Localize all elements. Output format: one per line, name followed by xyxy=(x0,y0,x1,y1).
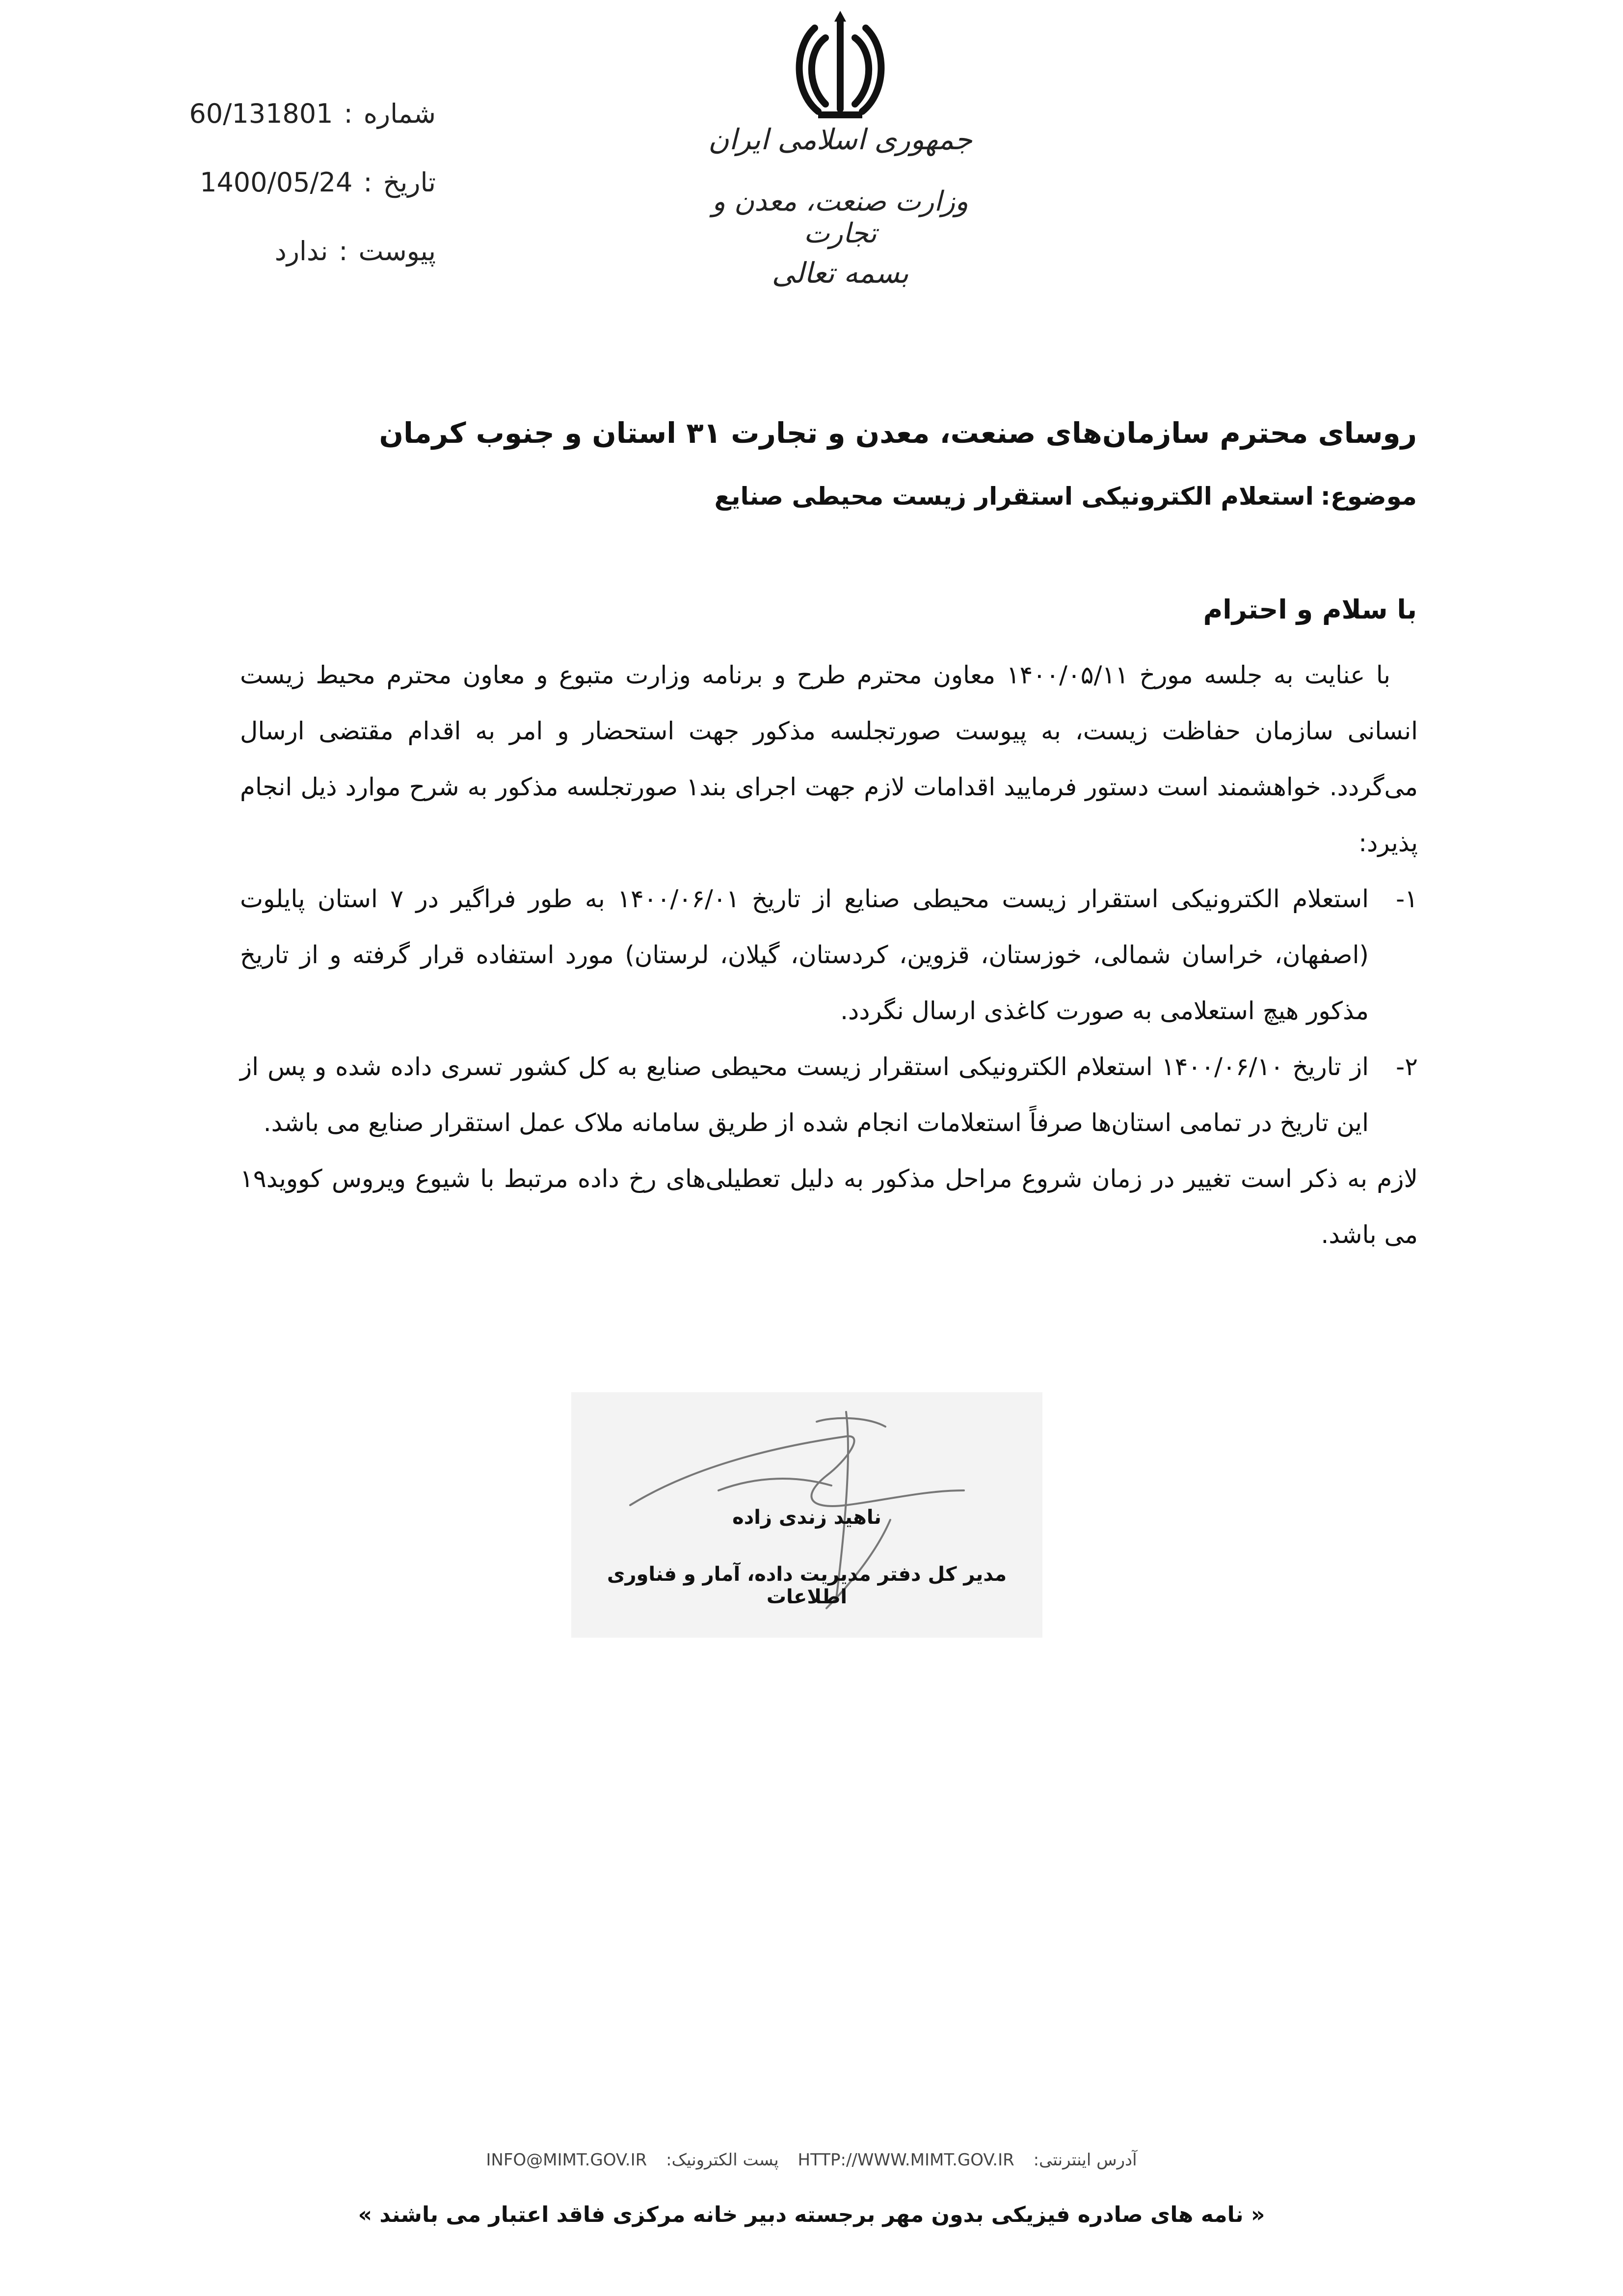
header-basmala: بسمه تعالی xyxy=(772,256,909,290)
signature-block xyxy=(571,1392,1042,1638)
list-item-number: ۱- xyxy=(1396,885,1418,913)
number-separator: : xyxy=(344,98,353,129)
attachment-label: پیوست xyxy=(358,236,436,267)
subject-text: استعلام الکترونیکی استقرار زیست محیطی صنایع xyxy=(714,482,1314,511)
list-item-text: از تاریخ ۱۴۰۰/۰۶/۱۰ استعلام الکترونیکی استقرار زیست محیطی صنایع به کل کشور تسری داده شده و پس از این تاریخ در تمامی استان‌ها صرفاً استعلامات انجام شده از طریق سامانه ملاک عمل استقرار صنایع می باشد. xyxy=(240,1053,1369,1137)
letter-attachment xyxy=(0,236,436,267)
footer-email-value: INFO@MIMT.GOV.IR xyxy=(486,2150,647,2170)
footer-web-value: HTTP://WWW.MIMT.GOV.IR xyxy=(798,2150,1014,2170)
header-country: جمهوری اسلامی ایران xyxy=(708,123,973,156)
attachment-value: ندارد xyxy=(274,236,328,267)
footer-web-label: آدرس اینترنتی: xyxy=(1033,2150,1137,2170)
footer-email-label: پست الکترونیک: xyxy=(666,2150,779,2170)
subject-label: موضوع: xyxy=(1320,482,1417,511)
body-list xyxy=(240,871,1418,1151)
greeting: با سلام و احترام xyxy=(1203,594,1417,625)
letter-date xyxy=(0,167,436,198)
subject xyxy=(141,482,1417,511)
list-item-text: استعلام الکترونیکی استقرار زیست محیطی صنایع از تاریخ ۱۴۰۰/۰۶/۰۱ به طور فراگیر در ۷ استان پایلوت (اصفهان، خراسان شمالی، خوزستان، قزوین، کردستان، گیلان، لرستان) مورد استفاده قرار گرفته و از تاریخ مذکور هیچ استعلامی به صورت کاغذی ارسال نگردد. xyxy=(240,885,1369,1025)
date-label: تاریخ xyxy=(383,167,436,198)
signatory-name: ناهید زندی زاده xyxy=(732,1506,881,1529)
iran-emblem-icon xyxy=(791,11,889,124)
date-separator: : xyxy=(363,167,372,198)
attachment-separator: : xyxy=(339,236,348,267)
number-label: شماره xyxy=(363,98,436,129)
header-ministry: وزارت صنعت، معدن و تجارت xyxy=(712,186,968,249)
recipient: روسای محترم سازمان‌های صنعت، معدن و تجارت ۳۱ استان و جنوب کرمان xyxy=(379,416,1417,450)
signatory-title: مدیر کل دفتر مدیریت داده، آمار و فناوری اطلاعات xyxy=(607,1563,1007,1608)
body-closing: لازم به ذکر است تغییر در زمان شروع مراحل مذکور به دلیل تعطیلی‌های رخ داده مرتبط با شیوع ویروس کووید۱۹ می باشد. xyxy=(240,1164,1418,1249)
letter-number xyxy=(0,98,436,129)
list-item xyxy=(240,1039,1418,1151)
letter-body xyxy=(240,647,1418,1263)
date-value: 1400/05/24 xyxy=(200,167,353,198)
body-intro: با عنایت به جلسه مورخ ۱۴۰۰/۰۵/۱۱ معاون محترم طرح و برنامه وزارت متبوع و معاون محترم محیط زیست انسانی سازمان حفاظت زیست، به پیوست صورتجلسه مذکور جهت استحضار و امر به اقدام مقتضی ارسال می‌گردد. خواهشمند است دستور فرمایید اقدامات لازم جهت اجرای بند۱ صورتجلسه مذکور به شرح موارد ذیل انجام پذیرد: xyxy=(240,661,1418,857)
number-value: 60/131801 xyxy=(189,98,333,129)
list-item xyxy=(240,871,1418,1039)
footer-note: « نامه های صادره فیزیکی بدون مهر برجسته دبیر خانه مرکزی فاقد اعتبار می باشند » xyxy=(358,2202,1265,2227)
footer-contacts xyxy=(0,2150,1623,2170)
list-item-number: ۲- xyxy=(1396,1053,1418,1081)
